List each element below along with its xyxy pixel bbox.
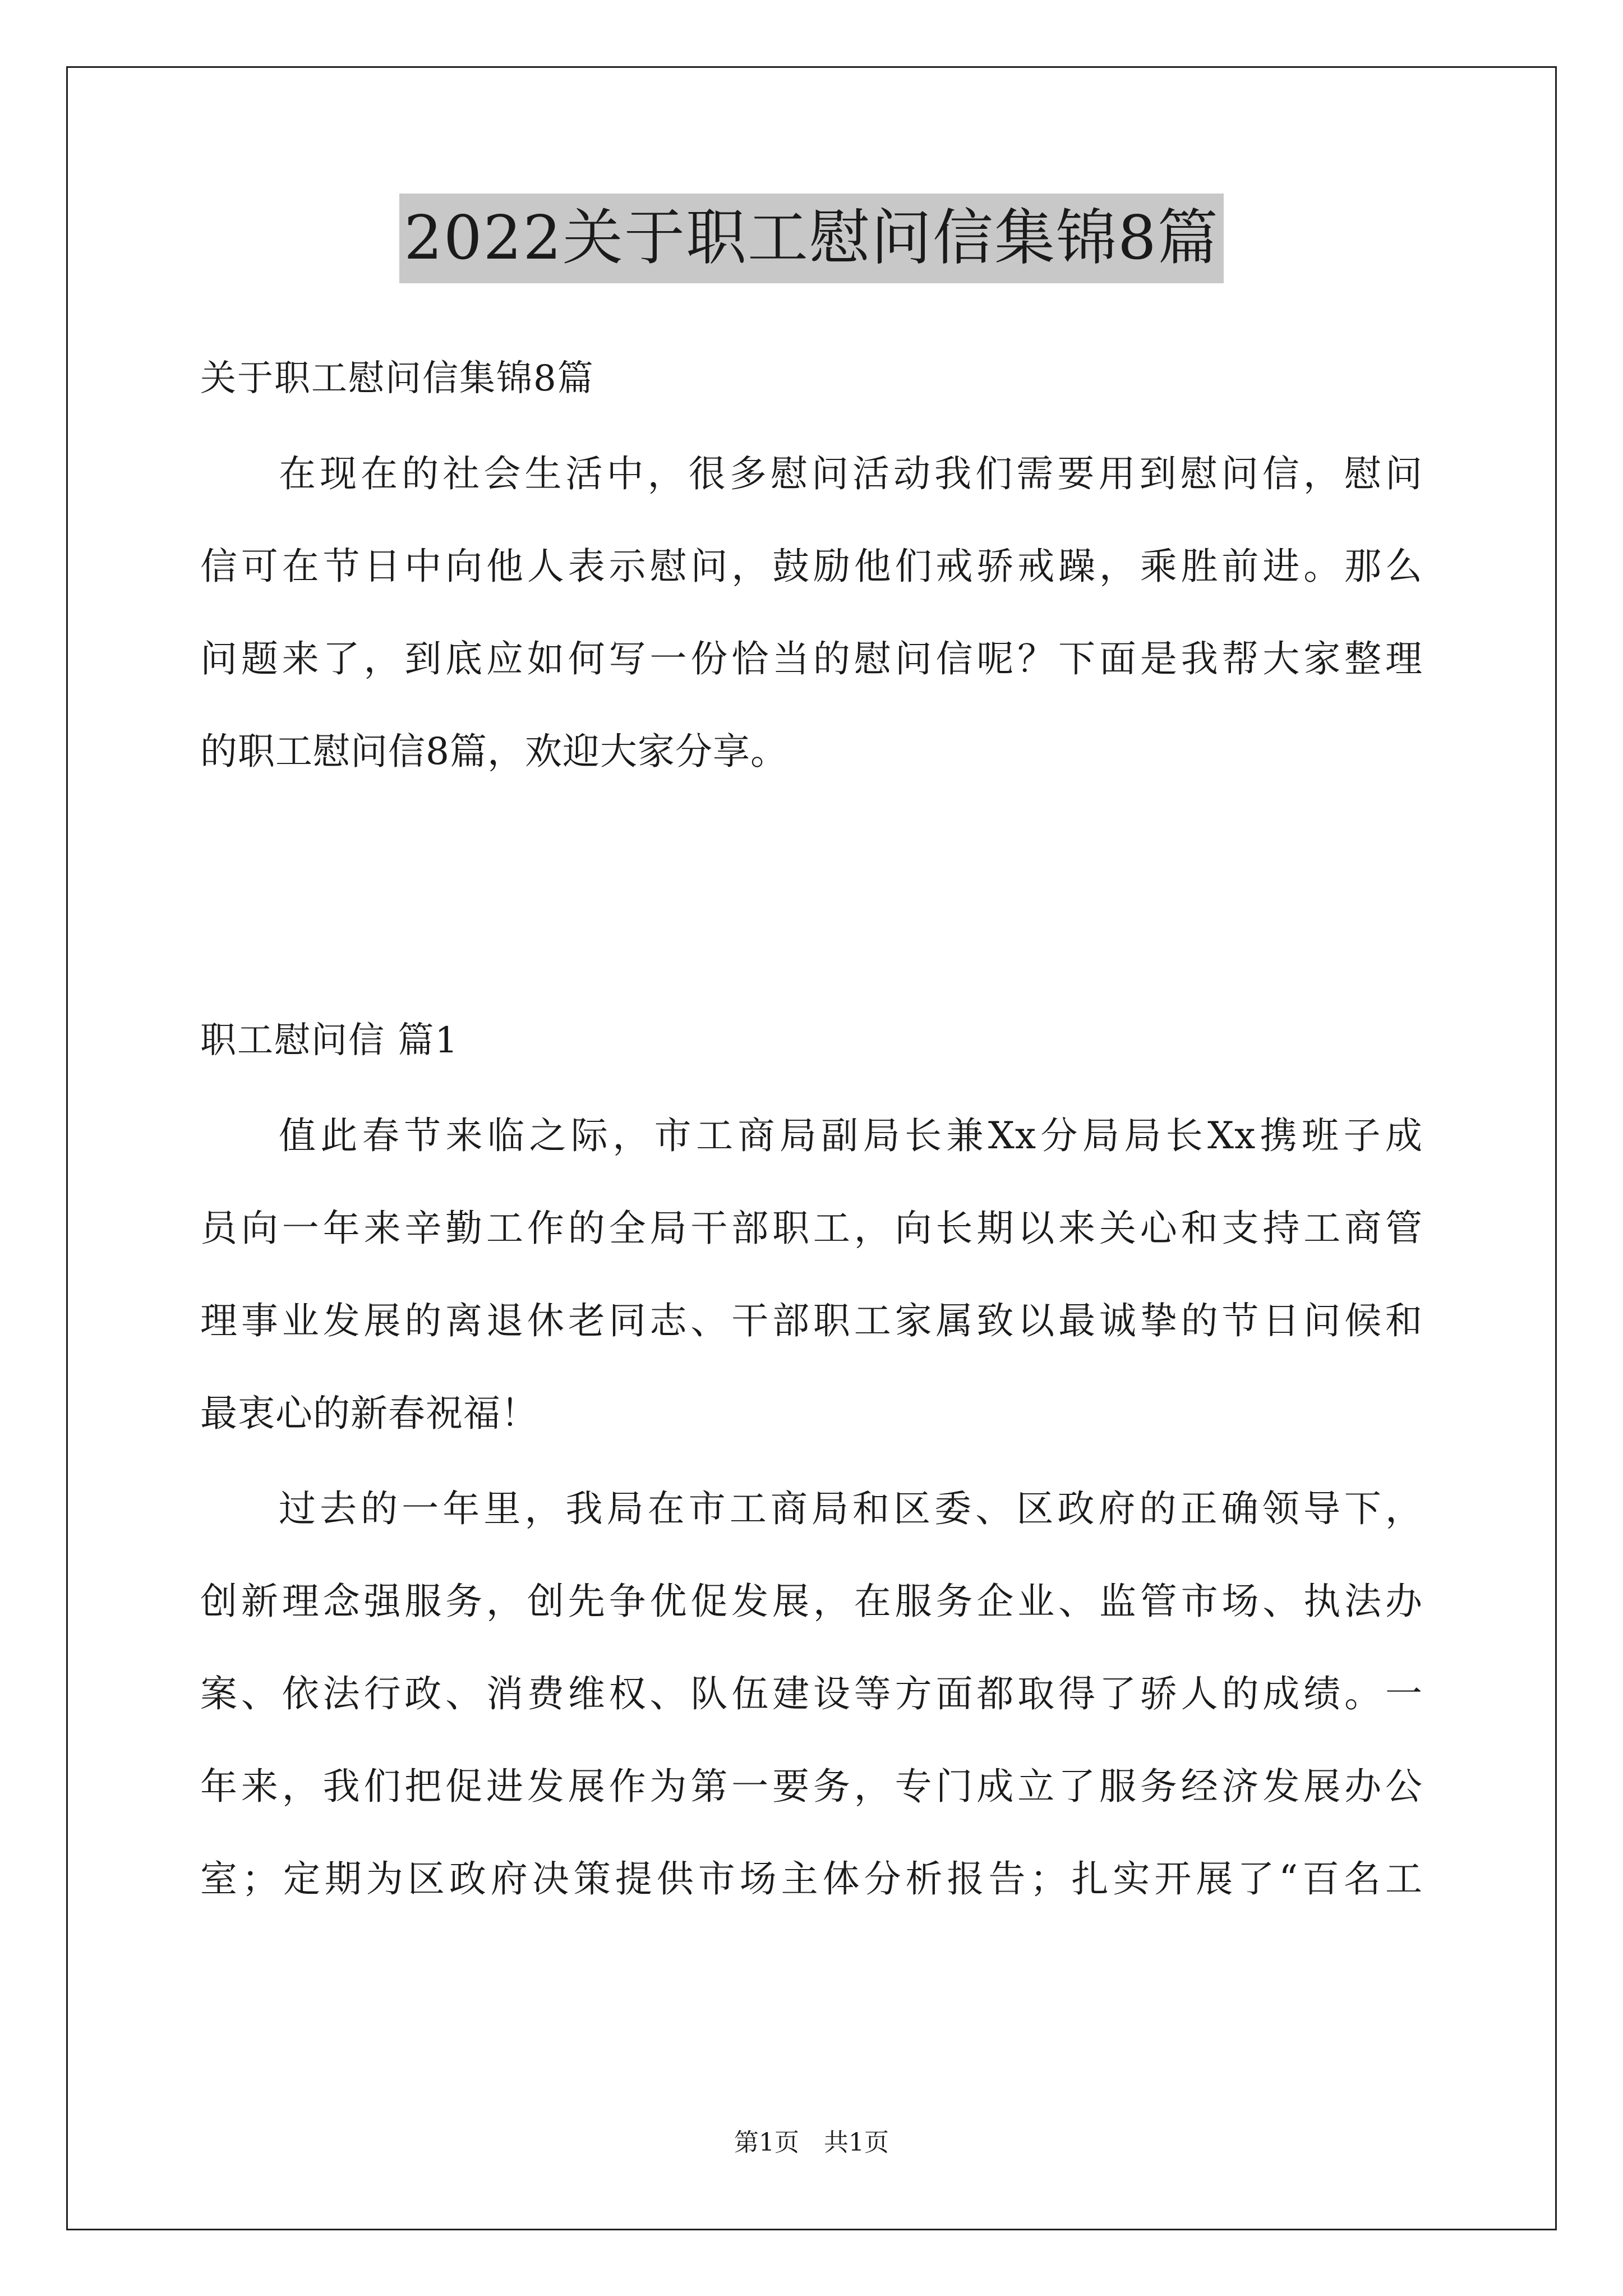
paragraph-line: 最衷心的新春祝福！ — [200, 1392, 538, 1435]
paragraph-line: 值此春节来临之际，市工商局副局长兼Xx分局局长Xx携班子成 — [279, 1114, 1423, 1157]
intro-line: 的职工慰问信8篇，欢迎大家分享。 — [200, 730, 788, 773]
paragraph-line: 室；定期为区政府决策提供市场主体分析报告；扎实开展了“百名工 — [200, 1857, 1423, 1901]
section-heading: 职工慰问信 篇1 — [200, 1020, 459, 1061]
paragraph-line: 员向一年来辛勤工作的全局干部职工，向长期以来关心和支持工商管 — [200, 1207, 1423, 1250]
paragraph-line: 理事业发展的离退休老同志、干部职工家属致以最诚挚的节日问候和 — [200, 1299, 1423, 1342]
paragraph-line: 创新理念强服务，创先争优促发展，在服务企业、监管市场、执法办 — [200, 1580, 1423, 1623]
paragraph-line: 过去的一年里，我局在市工商局和区委、区政府的正确领导下， — [279, 1487, 1423, 1530]
title-container — [0, 194, 1623, 283]
paragraph-line: 年来，我们把促进发展作为第一要务，专门成立了服务经济发展办公 — [200, 1765, 1423, 1808]
intro-line: 在现在的社会生活中，很多慰问活动我们需要用到慰问信，慰问 — [279, 452, 1423, 495]
intro-line: 问题来了，到底应如何写一份恰当的慰问信呢？下面是我帮大家整理 — [200, 637, 1423, 680]
intro-line: 信可在节日中向他人表示慰问，鼓励他们戒骄戒躁，乘胜前进。那么 — [200, 545, 1423, 588]
page-footer: 第1页 共1页 — [734, 2128, 889, 2157]
paragraph-line: 案、依法行政、消费维权、队伍建设等方面都取得了骄人的成绩。一 — [200, 1672, 1423, 1715]
document-title: 2022关于职工慰问信集锦8篇 — [399, 194, 1224, 283]
document-subtitle: 关于职工慰问信集锦8篇 — [200, 358, 594, 399]
